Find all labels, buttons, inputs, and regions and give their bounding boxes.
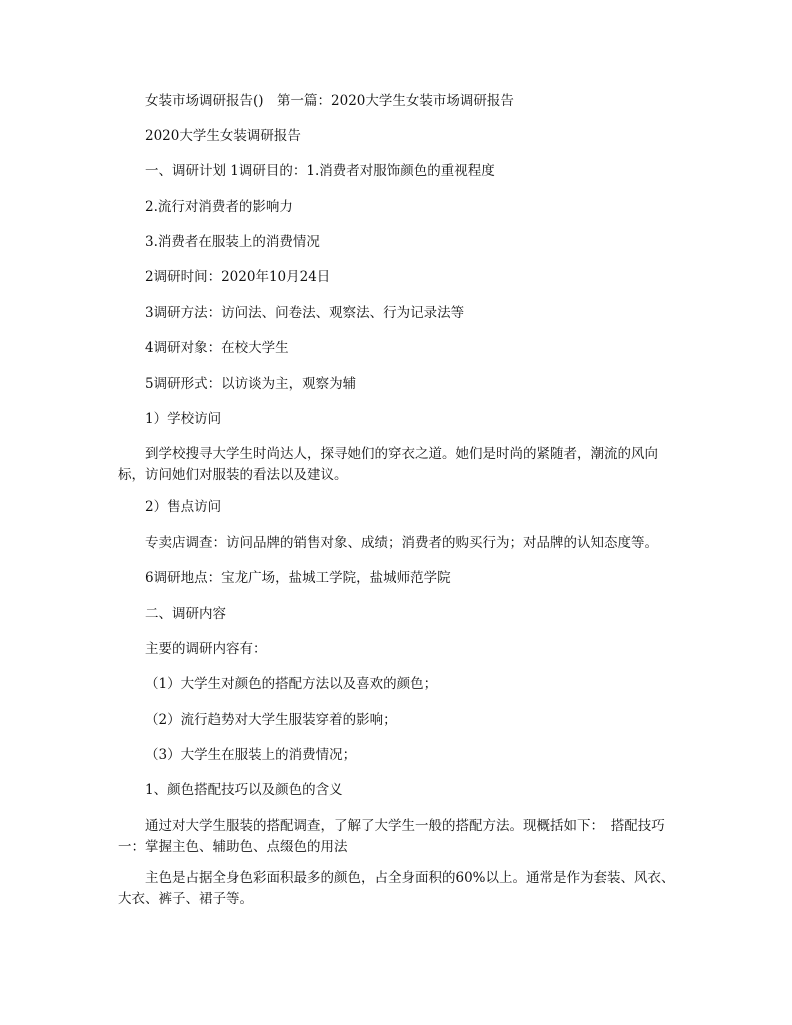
paragraph: 专卖店调查：访问品牌的销售对象、成绩；消费者的购买行为；对品牌的认知态度等。 [145,535,658,551]
report-title: 2020大学生女装调研报告 [145,128,301,144]
paragraph: 2.流行对消费者的影响力 [145,199,293,215]
paragraph: 到学校搜寻大学生时尚达人，探寻她们的穿衣之道。她们是时尚的紧随者，潮流的风向标，访问她们对服装的看法以及建议。 [118,446,658,483]
list-item: （2）流行趋势对大学生服装穿着的影响； [145,712,397,728]
section-heading-plan: 一、调研计划 1调研目的：1.消费者对服饰颜色的重视程度 [145,163,495,179]
paragraph: 2调研时间：2020年10月24日 [145,269,331,285]
paragraph: 3调研方法：访问法、问卷法、观察法、行为记录法等 [145,305,465,321]
paragraph: 通过对大学生服装的搭配调查，了解了大学生一般的搭配方法。现概括如下： 搭配技巧一：掌握主色、辅助色、点缀色的用法 [118,818,665,855]
section-heading-content: 二、调研内容 [145,606,226,622]
paragraph: 3.消费者在服装上的消费情况 [145,234,320,250]
paragraph: 2）售点访问 [145,499,222,515]
paragraph: 主要的调研内容有： [145,641,267,657]
subsection-heading: 1、颜色搭配技巧以及颜色的含义 [145,782,343,798]
list-item: （3）大学生在服装上的消费情况； [145,747,357,763]
paragraph: 5调研形式：以访谈为主，观察为辅 [145,376,357,392]
paragraph: 6调研地点：宝龙广场，盐城工学院，盐城师范学院 [145,570,451,586]
document-heading: 女装市场调研报告() 第一篇：2020大学生女装市场调研报告 [145,93,514,109]
paragraph: 1）学校访问 [145,411,222,427]
list-item: （1）大学生对颜色的搭配方法以及喜欢的颜色； [145,676,438,692]
paragraph: 4调研对象：在校大学生 [145,340,289,356]
paragraph: 主色是占据全身色彩面积最多的颜色，占全身面积的60%以上。通常是作为套装、风衣、大衣、裤子、裙子等。 [118,870,675,907]
